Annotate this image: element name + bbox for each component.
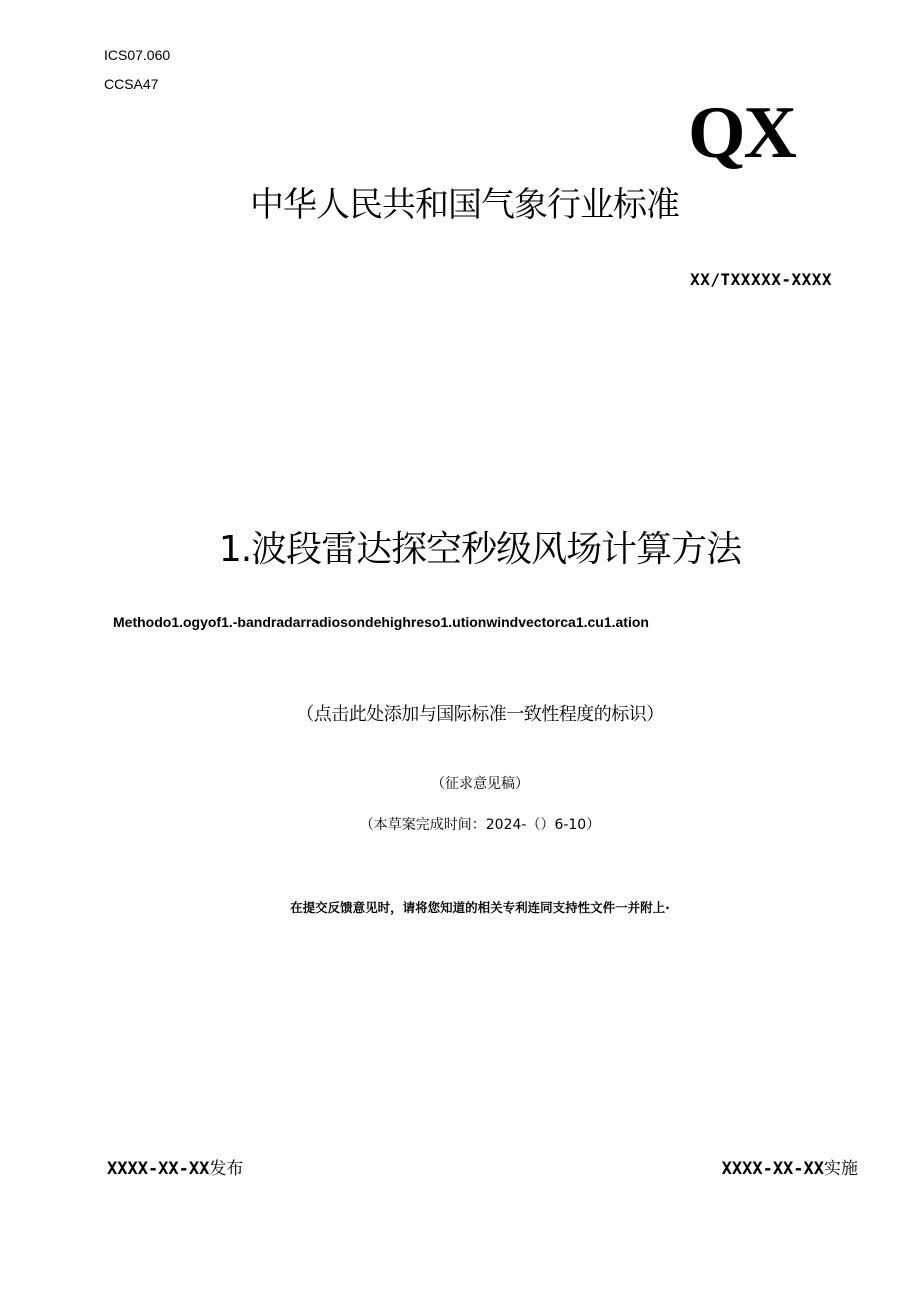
consistency-note[interactable]: （点击此处添加与国际标准一致性程度的标识）	[296, 704, 664, 725]
publish-info	[107, 1154, 243, 1179]
standard-code: XX/TXXXXX-XXXX	[690, 270, 832, 289]
document-title: 1.波段雷达探空秒级风场计算方法	[218, 529, 742, 570]
implement-date: XXXX-XX-XX	[721, 1159, 824, 1179]
ccs-code: CCSA47	[104, 76, 159, 92]
standard-name: 中华人民共和国气象行业标准	[250, 185, 679, 225]
ics-code: ICS07.060	[104, 47, 171, 63]
publish-label: 发布	[209, 1159, 244, 1179]
implement-info	[722, 1154, 858, 1179]
draft-label: （征求意见稿）	[431, 776, 529, 792]
implement-label: 实施	[824, 1159, 858, 1179]
patent-notice: 在提交反馈意见时，请将您知道的相关专利连同支持性文件一并附上·	[290, 900, 670, 915]
qx-logo: QX	[688, 92, 795, 174]
draft-date: （本草案完成时间：2024-（）6-10）	[359, 817, 601, 833]
document-title-english: Methodo1.ogyof1.-bandradarradiosondehighreso1.utionwindvectorca1.cu1.ation	[113, 614, 649, 630]
publish-date: XXXX-XX-XX	[107, 1159, 210, 1179]
